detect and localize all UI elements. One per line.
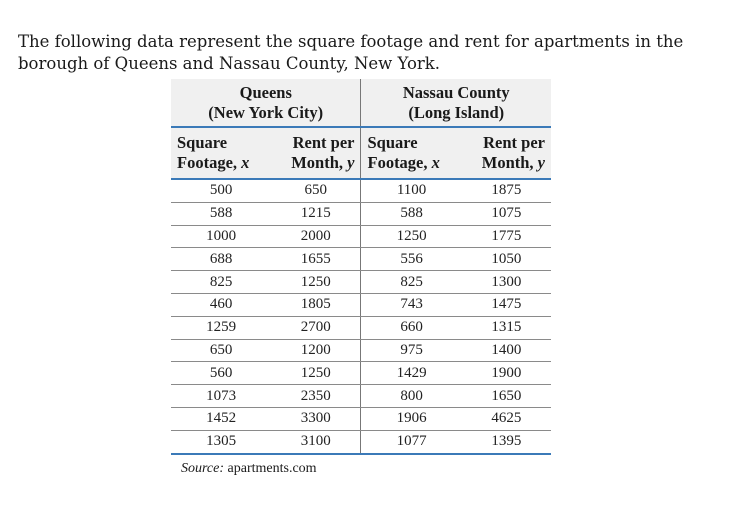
table-cell: 2000 — [271, 225, 361, 248]
table-cell: 560 — [171, 362, 271, 385]
table-cell: 1250 — [361, 225, 462, 248]
source-text: apartments.com — [227, 461, 317, 476]
table-row — [171, 362, 551, 385]
table-cell: 1259 — [171, 316, 271, 339]
table-cell: 1655 — [271, 248, 361, 271]
table-cell: 2350 — [271, 385, 361, 408]
table-cell: 1077 — [361, 430, 462, 453]
column-header: Rent per Month, y — [271, 127, 361, 179]
table-row — [171, 339, 551, 362]
table-cell: 3100 — [271, 430, 361, 453]
table-cell: 1906 — [361, 407, 462, 430]
table-cell: 1000 — [171, 225, 271, 248]
table-cell: 3300 — [271, 407, 361, 430]
table-cell: 500 — [171, 179, 271, 202]
group-title: Nassau County — [402, 83, 510, 102]
table-cell: 688 — [171, 248, 271, 271]
table-cell: 2700 — [271, 316, 361, 339]
table-cell: 1300 — [462, 271, 551, 294]
source-note — [181, 461, 317, 477]
table-row — [171, 179, 551, 202]
table-cell: 588 — [171, 202, 271, 225]
table-cell: 975 — [361, 339, 462, 362]
table-cell: 650 — [171, 339, 271, 362]
intro-text: The following data represent the square footage and rent for apartments in the borough of Queens and Nassau County, New York. — [18, 31, 684, 73]
table-cell: 825 — [171, 271, 271, 294]
table-cell: 1100 — [361, 179, 462, 202]
table-cell: 1215 — [271, 202, 361, 225]
table-row — [171, 430, 551, 453]
table-cell: 825 — [361, 271, 462, 294]
table-cell: 1900 — [462, 362, 551, 385]
table-cell: 1650 — [462, 385, 551, 408]
table-cell: 660 — [361, 316, 462, 339]
table-cell: 1395 — [462, 430, 551, 453]
group-subtitle: (Long Island) — [408, 103, 505, 122]
source-label: Source: — [181, 461, 225, 476]
table-cell: 1073 — [171, 385, 271, 408]
table-cell: 588 — [361, 202, 462, 225]
table-cell: 650 — [271, 179, 361, 202]
table-cell: 1400 — [462, 339, 551, 362]
table-cell: 1475 — [462, 293, 551, 316]
table-cell: 1050 — [462, 248, 551, 271]
table-cell: 4625 — [462, 407, 551, 430]
table-cell: 1315 — [462, 316, 551, 339]
table-row — [171, 202, 551, 225]
table-cell: 1775 — [462, 225, 551, 248]
group-header-queens — [171, 79, 361, 127]
table-cell: 1250 — [271, 362, 361, 385]
table-row — [171, 385, 551, 408]
column-header: Square Footage, x — [171, 127, 271, 179]
table-row — [171, 316, 551, 339]
table-row — [171, 407, 551, 430]
table-cell: 1875 — [462, 179, 551, 202]
table-cell: 1452 — [171, 407, 271, 430]
column-header: Rent per Month, y — [462, 127, 551, 179]
table-row — [171, 293, 551, 316]
table-cell: 743 — [361, 293, 462, 316]
table-cell: 1305 — [171, 430, 271, 453]
table-cell: 1075 — [462, 202, 551, 225]
table-cell: 1200 — [271, 339, 361, 362]
table-row — [171, 248, 551, 271]
table-cell: 460 — [171, 293, 271, 316]
table-cell: 1429 — [361, 362, 462, 385]
group-subtitle: (New York City) — [208, 103, 324, 122]
group-title: Queens — [239, 83, 292, 102]
table-row — [171, 225, 551, 248]
table-cell: 1805 — [271, 293, 361, 316]
table-cell: 800 — [361, 385, 462, 408]
table-cell: 1250 — [271, 271, 361, 294]
group-header-nassau — [361, 79, 551, 127]
table-row — [171, 271, 551, 294]
column-header: Square Footage, x — [361, 127, 462, 179]
rent-table — [171, 79, 551, 455]
table-cell: 556 — [361, 248, 462, 271]
